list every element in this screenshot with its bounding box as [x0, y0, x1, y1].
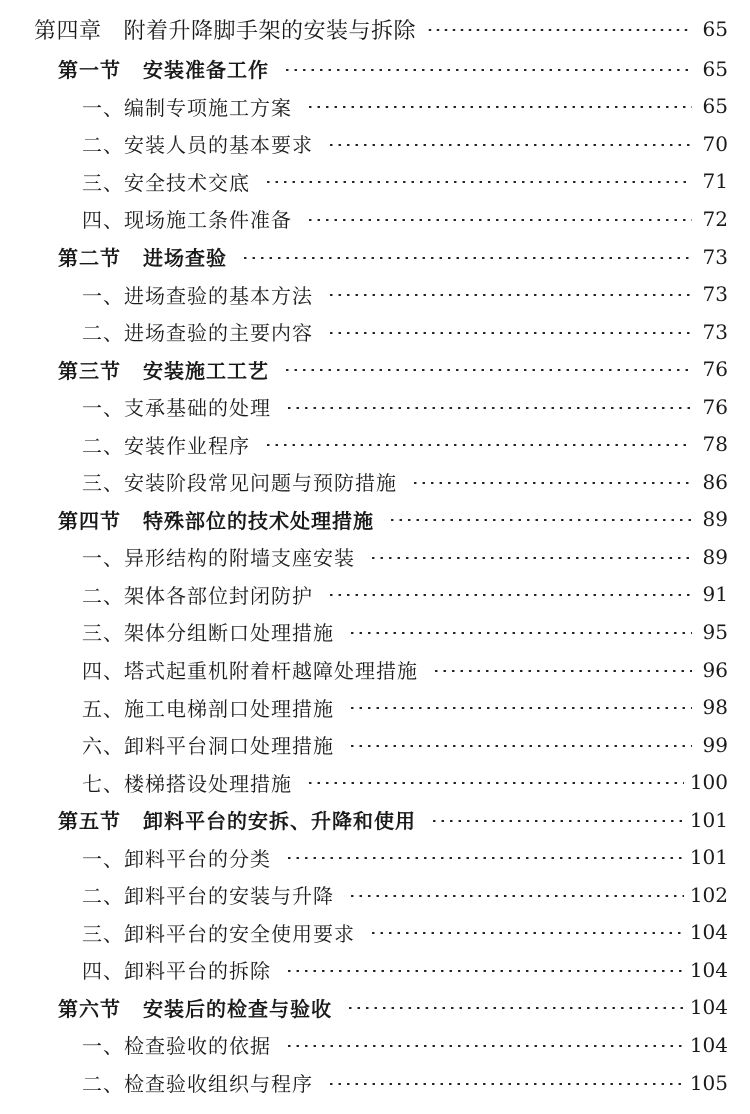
item-title: 三、安全技术交底: [82, 170, 250, 195]
page-number: 100: [689, 770, 728, 795]
item-title: 二、卸料平台的安装与升降: [82, 884, 334, 909]
toc-item-entry[interactable]: [0, 613, 750, 651]
section-title: 第三节 安装施工工艺: [58, 358, 269, 383]
page-number: 71: [702, 169, 728, 194]
toc-item-entry[interactable]: [0, 538, 750, 576]
section-title: 第一节 安装准备工作: [58, 58, 269, 83]
dot-leader: [241, 257, 692, 259]
toc-item-entry[interactable]: [0, 1026, 750, 1064]
toc-item-entry[interactable]: [0, 763, 750, 801]
table-of-contents: [0, 8, 750, 1101]
item-title: 二、安装人员的基本要求: [82, 133, 313, 158]
dot-leader: [306, 782, 684, 784]
toc-item-entry[interactable]: [0, 275, 750, 313]
toc-item-entry[interactable]: [0, 388, 750, 426]
dot-leader: [426, 29, 692, 31]
toc-section-entry[interactable]: [0, 989, 750, 1027]
item-title: 二、进场查验的主要内容: [82, 321, 313, 346]
item-title: 五、施工电梯剖口处理措施: [82, 696, 334, 721]
toc-item-entry[interactable]: [0, 876, 750, 914]
dot-leader: [348, 632, 692, 634]
dot-leader: [283, 69, 692, 71]
toc-item-entry[interactable]: [0, 313, 750, 351]
dot-leader: [430, 820, 684, 822]
page-number: 89: [702, 544, 728, 569]
section-title: 第四节 特殊部位的技术处理措施: [58, 508, 374, 533]
toc-item-entry[interactable]: [0, 425, 750, 463]
item-title: 一、编制专项施工方案: [82, 95, 292, 120]
item-title: 四、塔式起重机附着杆越障处理措施: [82, 659, 418, 684]
toc-item-entry[interactable]: [0, 726, 750, 764]
item-title: 七、楼梯搭设处理措施: [82, 771, 292, 796]
page-number: 98: [702, 695, 728, 720]
dot-leader: [388, 519, 692, 521]
item-title: 三、安装阶段常见问题与预防措施: [82, 471, 397, 496]
toc-section-entry[interactable]: [0, 801, 750, 839]
dot-leader: [411, 482, 692, 484]
toc-section-entry[interactable]: [0, 501, 750, 539]
toc-item-entry[interactable]: [0, 651, 750, 689]
toc-item-entry[interactable]: [0, 1064, 750, 1102]
page-number: 96: [702, 657, 728, 682]
page-number: 101: [689, 807, 728, 832]
toc-item-entry[interactable]: [0, 838, 750, 876]
toc-item-entry[interactable]: [0, 914, 750, 952]
dot-leader: [327, 144, 692, 146]
toc-section-entry[interactable]: [0, 350, 750, 388]
dot-leader: [283, 369, 692, 371]
page-number: 65: [702, 17, 728, 41]
dot-leader: [306, 106, 692, 108]
page-number: 86: [702, 469, 728, 494]
dot-leader: [264, 181, 692, 183]
toc-item-entry[interactable]: [0, 951, 750, 989]
page-number: 73: [702, 319, 728, 344]
page-number: 76: [702, 394, 728, 419]
page-number: 104: [689, 995, 728, 1020]
dot-leader: [285, 1045, 684, 1047]
dot-leader: [369, 557, 692, 559]
page-number: 73: [702, 244, 728, 269]
section-title: 第二节 进场查验: [58, 246, 227, 270]
section-title: 第五节 卸料平台的安拆、升降和使用: [58, 809, 416, 834]
item-title: 一、卸料平台的分类: [82, 846, 271, 871]
page-number: 104: [689, 1032, 728, 1057]
section-title: 第六节 安装后的检查与验收: [58, 996, 332, 1021]
item-title: 一、异形结构的附墙支座安装: [82, 546, 355, 571]
page-number: 99: [702, 732, 728, 757]
dot-leader: [285, 857, 684, 859]
page-number: 65: [702, 94, 728, 119]
toc-section-entry[interactable]: [0, 238, 750, 276]
dot-leader: [306, 219, 692, 221]
dot-leader: [327, 1083, 684, 1085]
item-title: 三、卸料平台的安全使用要求: [82, 921, 355, 946]
page-number: 65: [702, 56, 728, 81]
dot-leader: [432, 670, 692, 672]
toc-section-entry[interactable]: [0, 50, 750, 88]
toc-item-entry[interactable]: [0, 463, 750, 501]
item-title: 四、现场施工条件准备: [82, 208, 292, 233]
page-number: 101: [689, 845, 728, 870]
dot-leader: [348, 745, 692, 747]
toc-item-entry[interactable]: [0, 125, 750, 163]
dot-leader: [327, 332, 692, 334]
item-title: 二、检查验收组织与程序: [82, 1072, 313, 1097]
dot-leader: [285, 970, 684, 972]
toc-item-entry[interactable]: [0, 576, 750, 614]
page-number: 95: [702, 619, 728, 644]
item-title: 四、卸料平台的拆除: [82, 959, 271, 984]
page-number: 78: [702, 432, 728, 457]
toc-item-entry[interactable]: [0, 88, 750, 126]
page-number: 105: [689, 1070, 728, 1095]
dot-leader: [369, 932, 684, 934]
item-title: 二、架体各部位封闭防护: [82, 583, 313, 608]
toc-item-entry[interactable]: [0, 163, 750, 201]
toc-chapter-entry[interactable]: [0, 8, 750, 50]
chapter-title: 第四章 附着升降脚手架的安装与拆除: [34, 18, 417, 44]
item-title: 二、安装作业程序: [82, 433, 250, 458]
item-title: 一、检查验收的依据: [82, 1034, 271, 1059]
dot-leader: [346, 1007, 684, 1009]
item-title: 三、架体分组断口处理措施: [82, 621, 334, 646]
item-title: 一、进场查验的基本方法: [82, 283, 313, 308]
page-number: 72: [702, 206, 728, 231]
page-number: 70: [702, 131, 728, 156]
page-number: 104: [689, 920, 728, 945]
item-title: 六、卸料平台洞口处理措施: [82, 734, 334, 759]
page-number: 104: [689, 957, 728, 982]
page-number: 91: [702, 582, 728, 607]
dot-leader: [327, 294, 692, 296]
dot-leader: [348, 707, 692, 709]
page-number: 76: [702, 357, 728, 382]
page-number: 89: [702, 507, 728, 532]
dot-leader: [264, 444, 692, 446]
page-number: 73: [702, 282, 728, 307]
item-title: 一、支承基础的处理: [82, 396, 271, 421]
toc-item-entry[interactable]: [0, 688, 750, 726]
page-number: 102: [689, 882, 728, 907]
toc-item-entry[interactable]: [0, 200, 750, 238]
dot-leader: [348, 895, 684, 897]
dot-leader: [327, 594, 692, 596]
dot-leader: [285, 407, 692, 409]
